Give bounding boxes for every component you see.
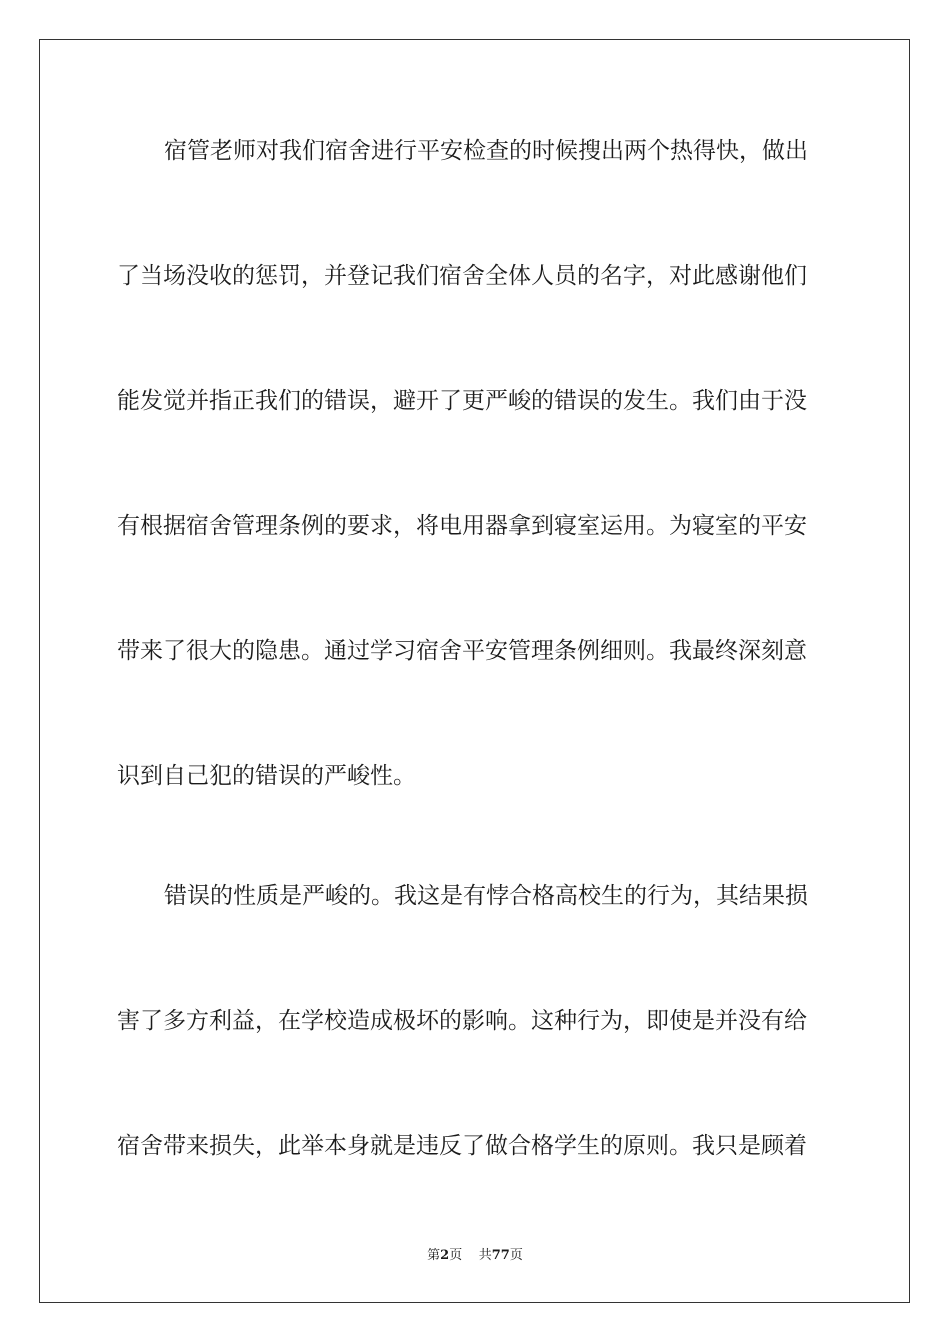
total-suffix: 页	[509, 1248, 523, 1263]
paragraph-line: 了当场没收的惩罚，并登记我们宿舍全体人员的名字，对此感谢他们	[117, 263, 807, 289]
page-footer	[0, 1247, 950, 1265]
total-pages: 77	[491, 1248, 510, 1263]
paragraph-line: 能发觉并指正我们的错误，避开了更严峻的错误的发生。我们由于没	[117, 388, 807, 414]
paragraph-line: 带来了很大的隐患。通过学习宿舍平安管理条例细则。我最终深刻意	[117, 638, 807, 664]
page-prefix: 第	[427, 1248, 441, 1263]
paragraph-line: 错误的性质是严峻的。我这是有悖合格高校生的行为，其结果损	[164, 883, 808, 909]
paragraph-line: 害了多方利益，在学校造成极坏的影响。这种行为，即使是并没有给	[117, 1008, 807, 1034]
page-number: 2	[440, 1248, 450, 1263]
paragraph-line: 宿管老师对我们宿舍进行平安检查的时候搜出两个热得快，做出	[164, 138, 808, 164]
paragraph-line: 识到自己犯的错误的严峻性。	[117, 763, 416, 789]
paragraph-line: 宿舍带来损失，此举本身就是违反了做合格学生的原则。我只是顾着	[117, 1133, 807, 1159]
paragraph-line: 有根据宿舍管理条例的要求，将电用器拿到寝室运用。为寝室的平安	[117, 513, 807, 539]
page-suffix: 页	[449, 1248, 463, 1263]
page-border	[39, 39, 910, 1303]
total-prefix: 共	[478, 1248, 492, 1263]
